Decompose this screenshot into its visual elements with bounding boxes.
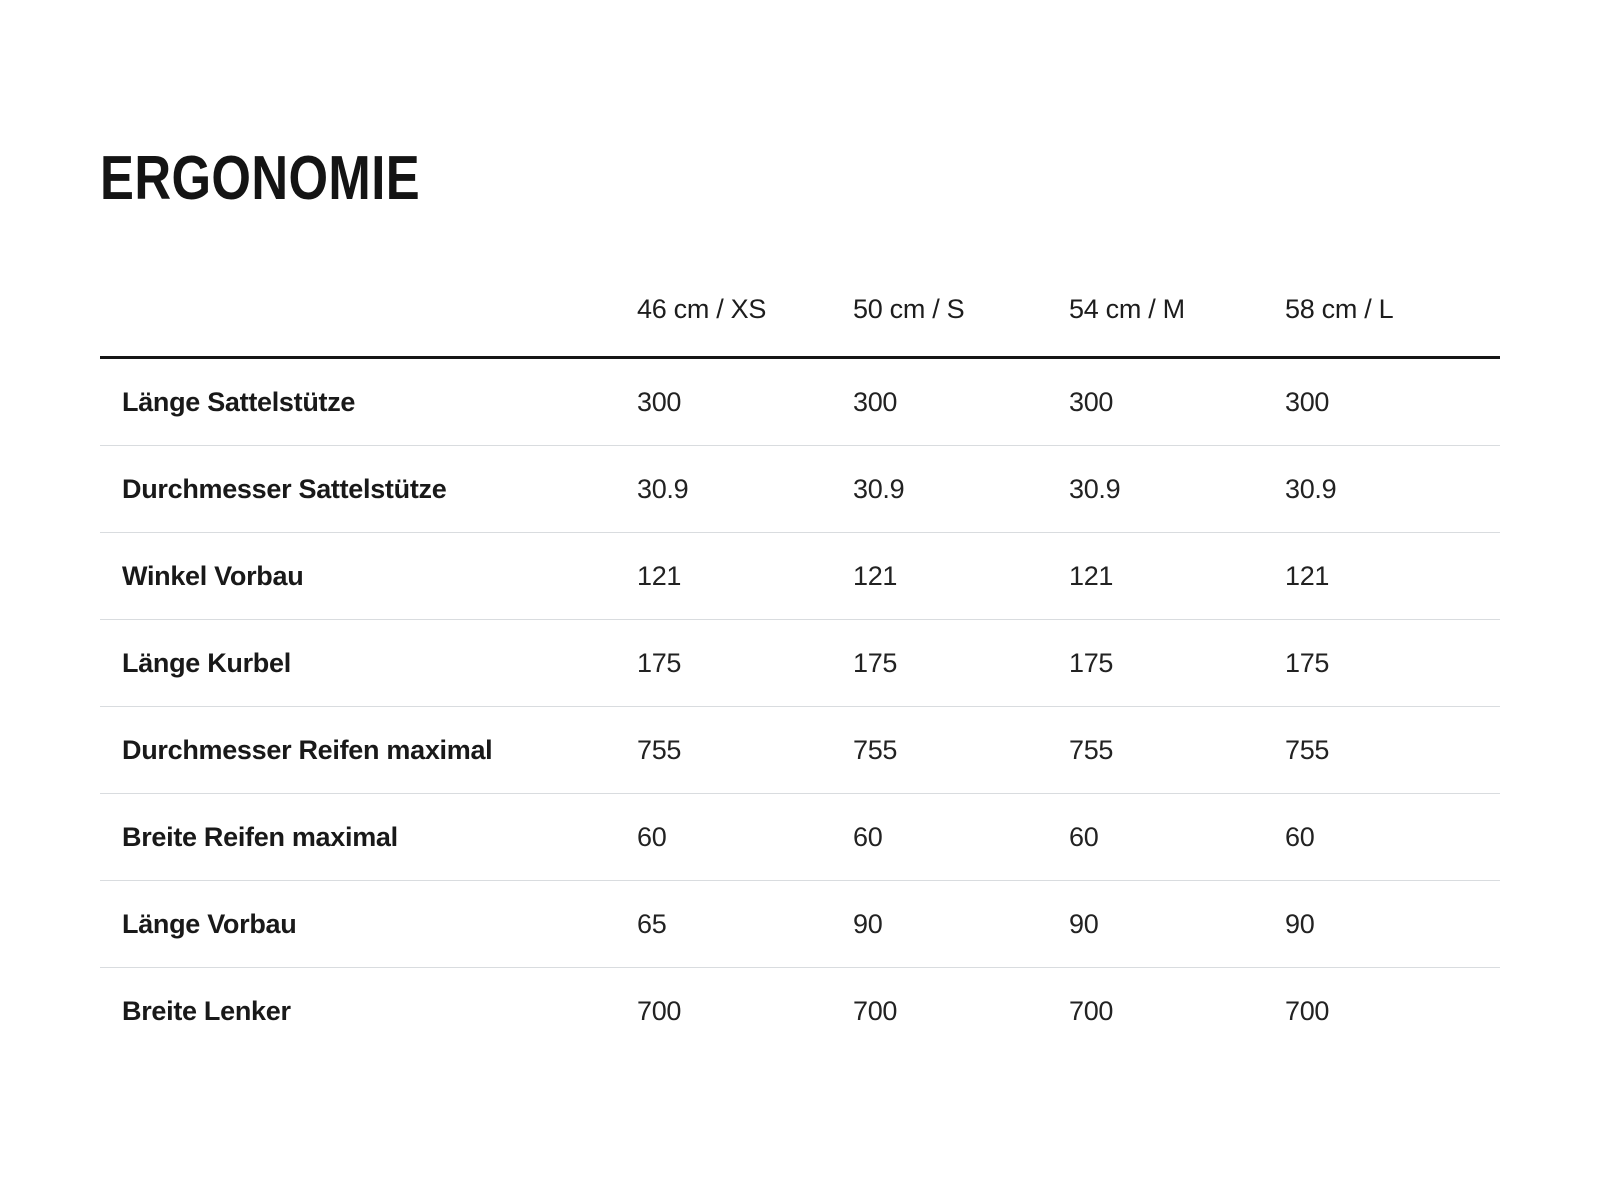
spec-row (100, 620, 1500, 707)
spec-value: 175 (637, 647, 682, 678)
spec-value: 700 (1069, 996, 1114, 1026)
spec-value: 300 (1069, 386, 1114, 417)
spec-value: 175 (853, 647, 898, 678)
spec-value: 121 (1285, 560, 1330, 591)
spec-value: 121 (1069, 560, 1114, 591)
spec-value: 300 (637, 386, 682, 417)
spec-value: 121 (853, 560, 898, 591)
spec-label: Breite Reifen maximal (122, 821, 398, 852)
spec-value: 65 (637, 908, 667, 939)
spec-value: 60 (853, 821, 883, 852)
spec-value: 300 (853, 386, 898, 417)
spec-value: 755 (1285, 734, 1330, 765)
spec-value: 755 (637, 734, 682, 765)
spec-label: Breite Lenker (122, 996, 291, 1026)
size-column-header: 46 cm / XS (637, 294, 767, 324)
spec-row (100, 359, 1500, 446)
spec-row (100, 707, 1500, 794)
spec-row (100, 881, 1500, 968)
table-body (100, 359, 1500, 1055)
size-column-header: 58 cm / L (1285, 294, 1394, 324)
spec-value: 30.9 (853, 473, 905, 504)
content-area (100, 0, 1500, 1055)
ergonomics-spec-table (100, 294, 1500, 1055)
spec-label: Durchmesser Reifen maximal (122, 734, 493, 765)
spec-value: 30.9 (1069, 473, 1121, 504)
spec-value: 60 (637, 821, 667, 852)
spec-value: 175 (1069, 647, 1114, 678)
size-column-header: 54 cm / M (1069, 294, 1185, 324)
page-title: ERGONOMIE (100, 144, 421, 213)
spec-value: 60 (1069, 821, 1099, 852)
spec-row (100, 794, 1500, 881)
spec-value: 90 (1285, 908, 1315, 939)
spec-value: 175 (1285, 647, 1330, 678)
spec-label: Länge Kurbel (122, 647, 291, 678)
spec-value: 60 (1285, 821, 1315, 852)
spec-value: 700 (1285, 996, 1330, 1026)
spec-row (100, 533, 1500, 620)
spec-value: 90 (853, 908, 883, 939)
spec-label: Länge Vorbau (122, 908, 297, 939)
size-column-header: 50 cm / S (853, 294, 965, 324)
spec-row (100, 446, 1500, 533)
spec-value: 300 (1285, 386, 1330, 417)
spec-value: 700 (637, 996, 682, 1026)
table-header-row (100, 294, 1500, 359)
spec-value: 121 (637, 560, 682, 591)
spec-value: 30.9 (637, 473, 689, 504)
spec-value: 755 (1069, 734, 1114, 765)
spec-value: 90 (1069, 908, 1099, 939)
spec-value: 700 (853, 996, 898, 1026)
spec-row (100, 968, 1500, 1055)
spec-value: 755 (853, 734, 898, 765)
spec-value: 30.9 (1285, 473, 1337, 504)
spec-label: Winkel Vorbau (122, 560, 304, 591)
spec-label: Durchmesser Sattelstütze (122, 473, 447, 504)
spec-label: Länge Sattelstütze (122, 386, 356, 417)
